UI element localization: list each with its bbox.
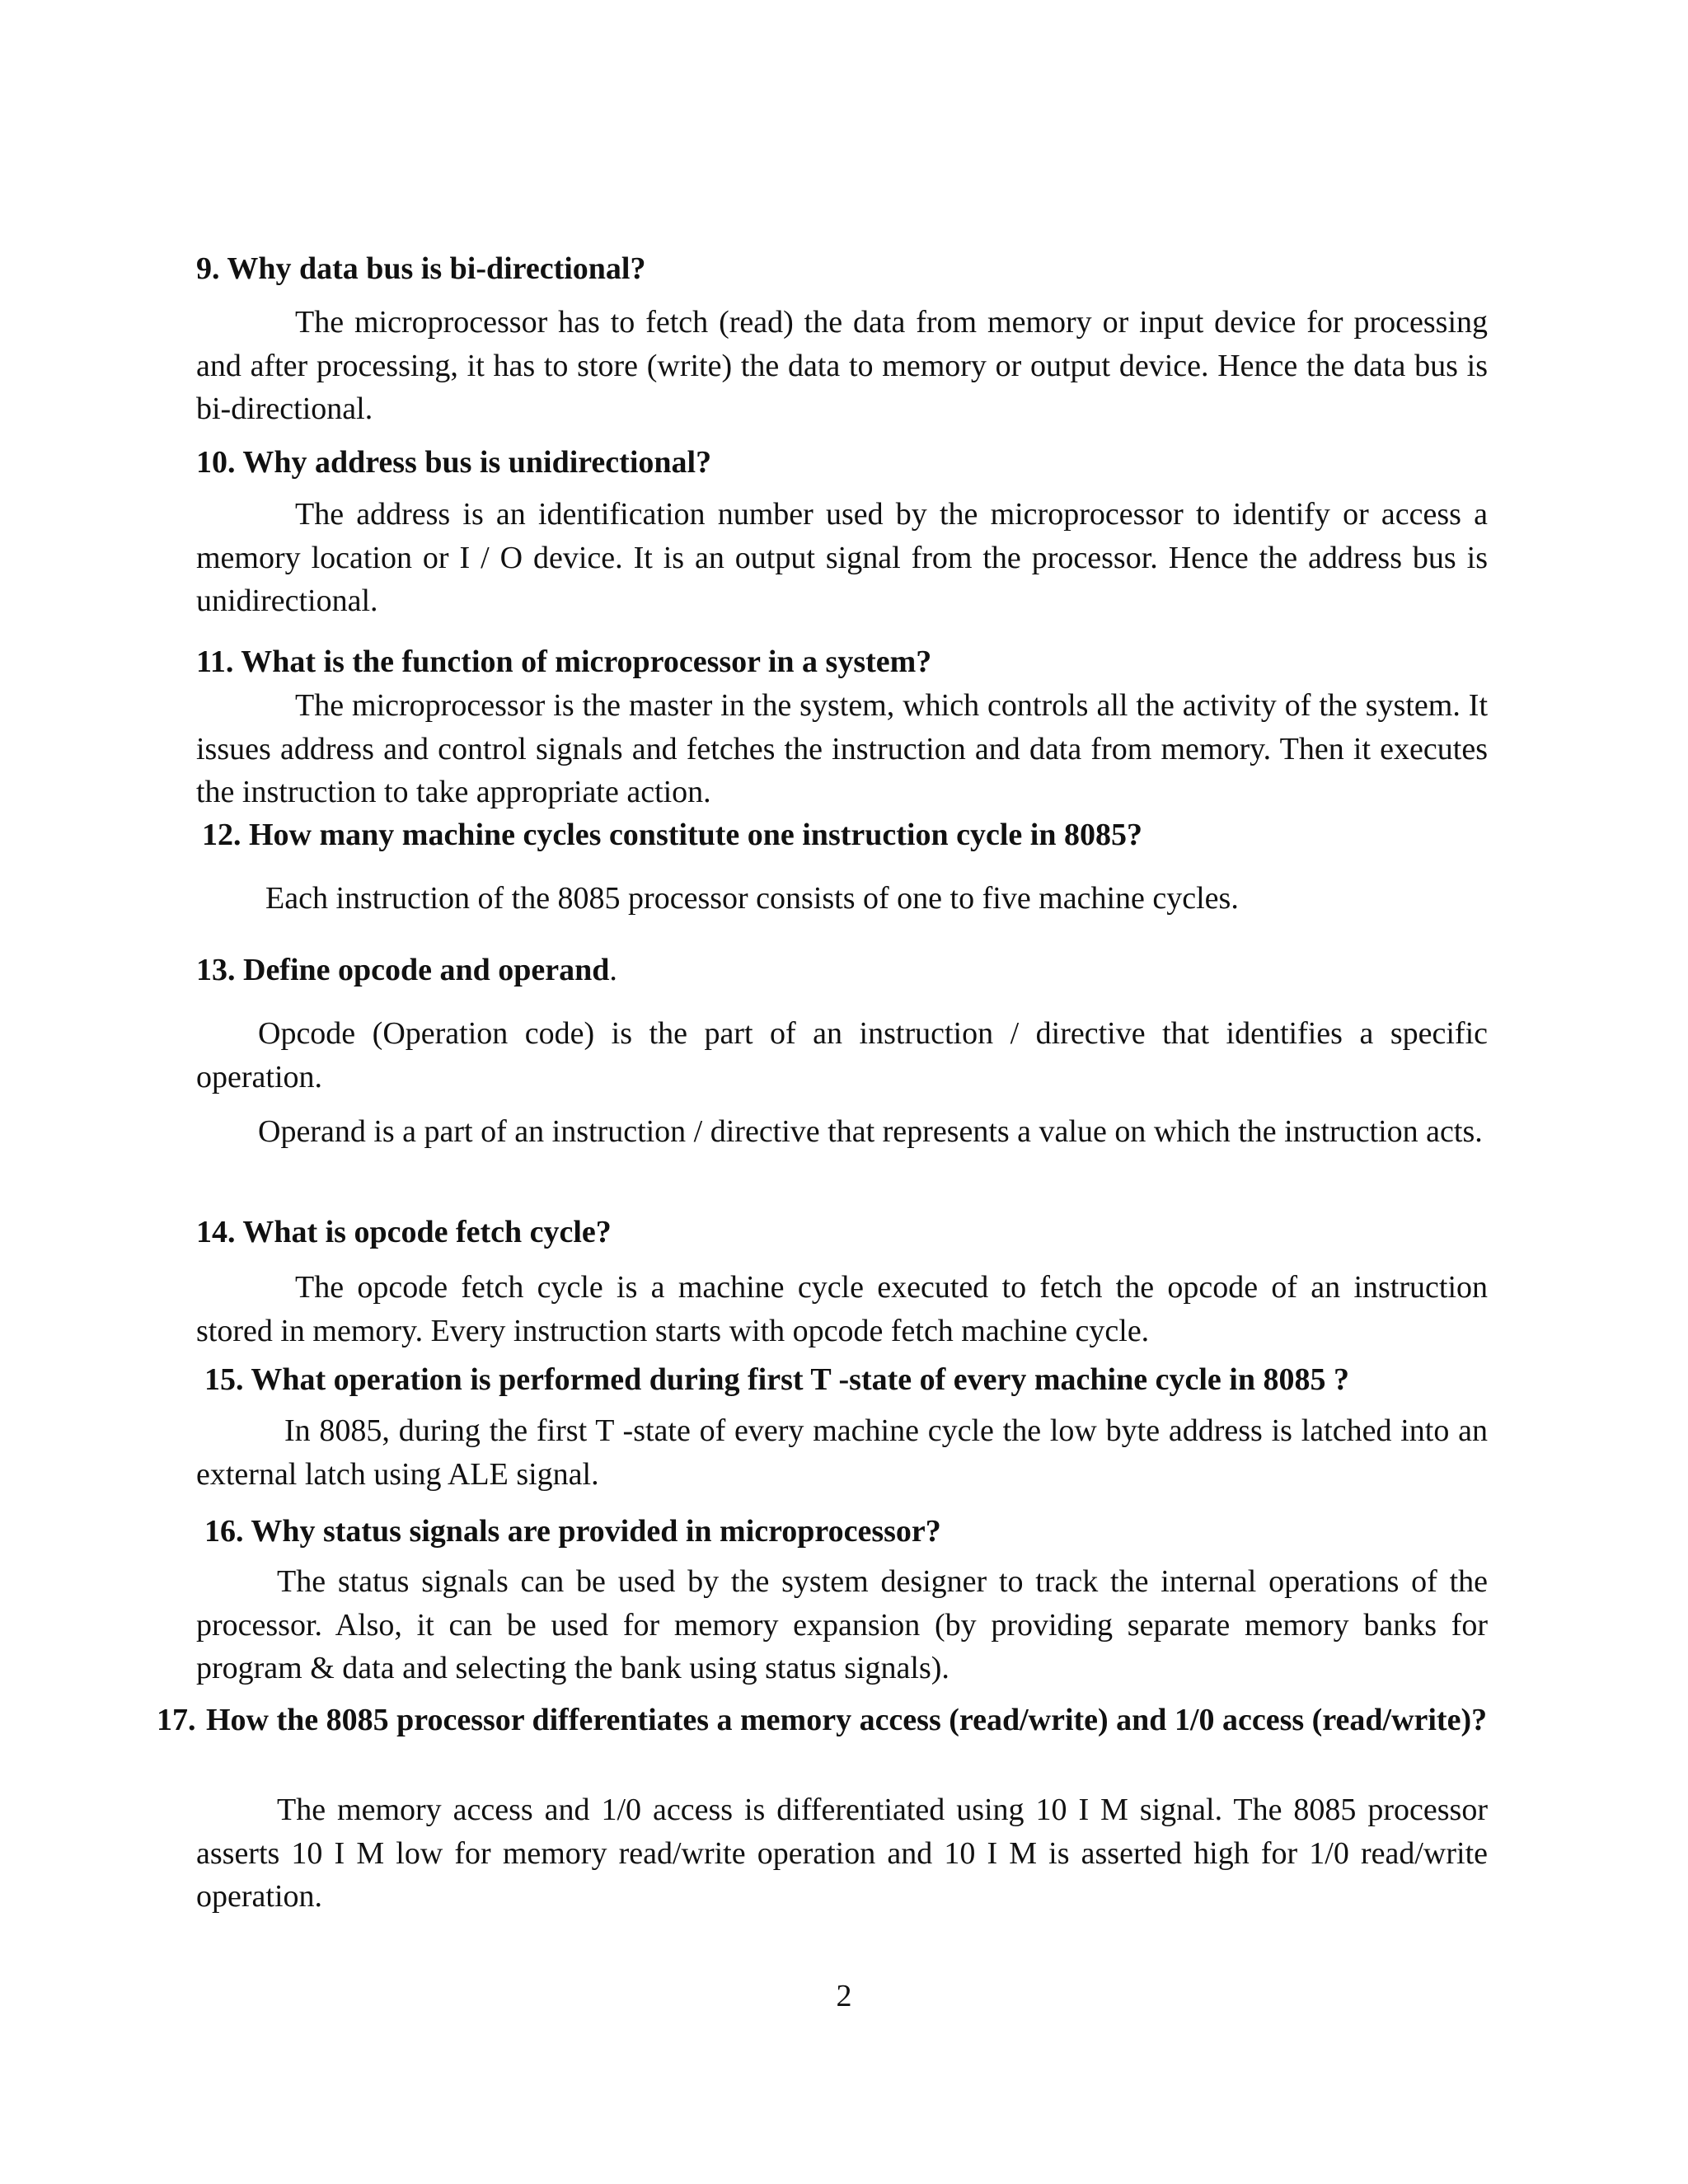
page-number: 2 xyxy=(836,1979,852,2013)
answer-9-text: The microprocessor has to fetch (read) the data from memory or input device for processing and after processing, it has to store (write) the data to memory or output device. Hence the data bus is bi-directional. xyxy=(196,305,1488,426)
question-12-heading: 12. How many machine cycles constitute one instruction cycle in 8085? xyxy=(202,818,1142,852)
question-9-heading: 9. Why data bus is bi-directional? xyxy=(196,251,646,286)
answer-12-text: Each instruction of the 8085 processor consists of one to five machine cycles. xyxy=(265,881,1239,916)
answer-13-opcode-text: Opcode (Operation code) is the part of an instruction / directive that identifies a specific operation. xyxy=(196,1016,1488,1094)
answer-13-operand-text: Operand is a part of an instruction / directive that represents a value on which the instruction acts. xyxy=(258,1114,1483,1149)
question-13-title: 13. Define opcode and operand xyxy=(196,953,610,987)
answer-15-text: In 8085, during the first T -state of every machine cycle the low byte address is latched into an external latch using ALE signal. xyxy=(196,1413,1488,1492)
question-16-heading: 16. Why status signals are provided in microprocessor? xyxy=(204,1514,941,1549)
question-11-heading: 11. What is the function of microprocessor in a system? xyxy=(196,644,932,679)
question-17-heading xyxy=(157,1698,1488,1742)
question-10-heading: 10. Why address bus is unidirectional? xyxy=(196,445,712,480)
answer-14-text: The opcode fetch cycle is a machine cycle executed to fetch the opcode of an instruction stored in memory. Every instruction starts with opcode fetch machine cycle. xyxy=(196,1270,1488,1348)
question-13-heading xyxy=(196,950,617,990)
question-17-number: 17. xyxy=(157,1703,196,1737)
answer-10-text: The address is an identification number used by the microprocessor to identify or access a memory location or I / O device. It is an output signal from the processor. Hence the address bus is unidirectional. xyxy=(196,497,1488,618)
answer-17-text: The memory access and 1/0 access is differentiated using 10 I M signal. The 8085 processor asserts 10 I M low for memory read/write operation and 10 I M is asserted high for 1/0 read/write operation. xyxy=(196,1793,1488,1914)
question-17-title: How the 8085 processor differentiates a memory access (read/write) and 1/0 access (read/write)? xyxy=(206,1703,1488,1737)
question-15-heading: 15. What operation is performed during first T -state of every machine cycle in 8085 ? xyxy=(204,1362,1349,1397)
question-13-period: . xyxy=(609,953,617,987)
answer-11-text: The microprocessor is the master in the system, which controls all the activity of the system. It issues address and control signals and fetches the instruction and data from memory. Then it executes the instruction to take appropriate action. xyxy=(196,688,1488,809)
question-14-heading: 14. What is opcode fetch cycle? xyxy=(196,1215,612,1249)
answer-16-text: The status signals can be used by the system designer to track the internal operations of the processor. Also, it can be used for memory expansion (by providing separate memory banks for program & data and selecting the bank using status signals). xyxy=(196,1564,1488,1685)
